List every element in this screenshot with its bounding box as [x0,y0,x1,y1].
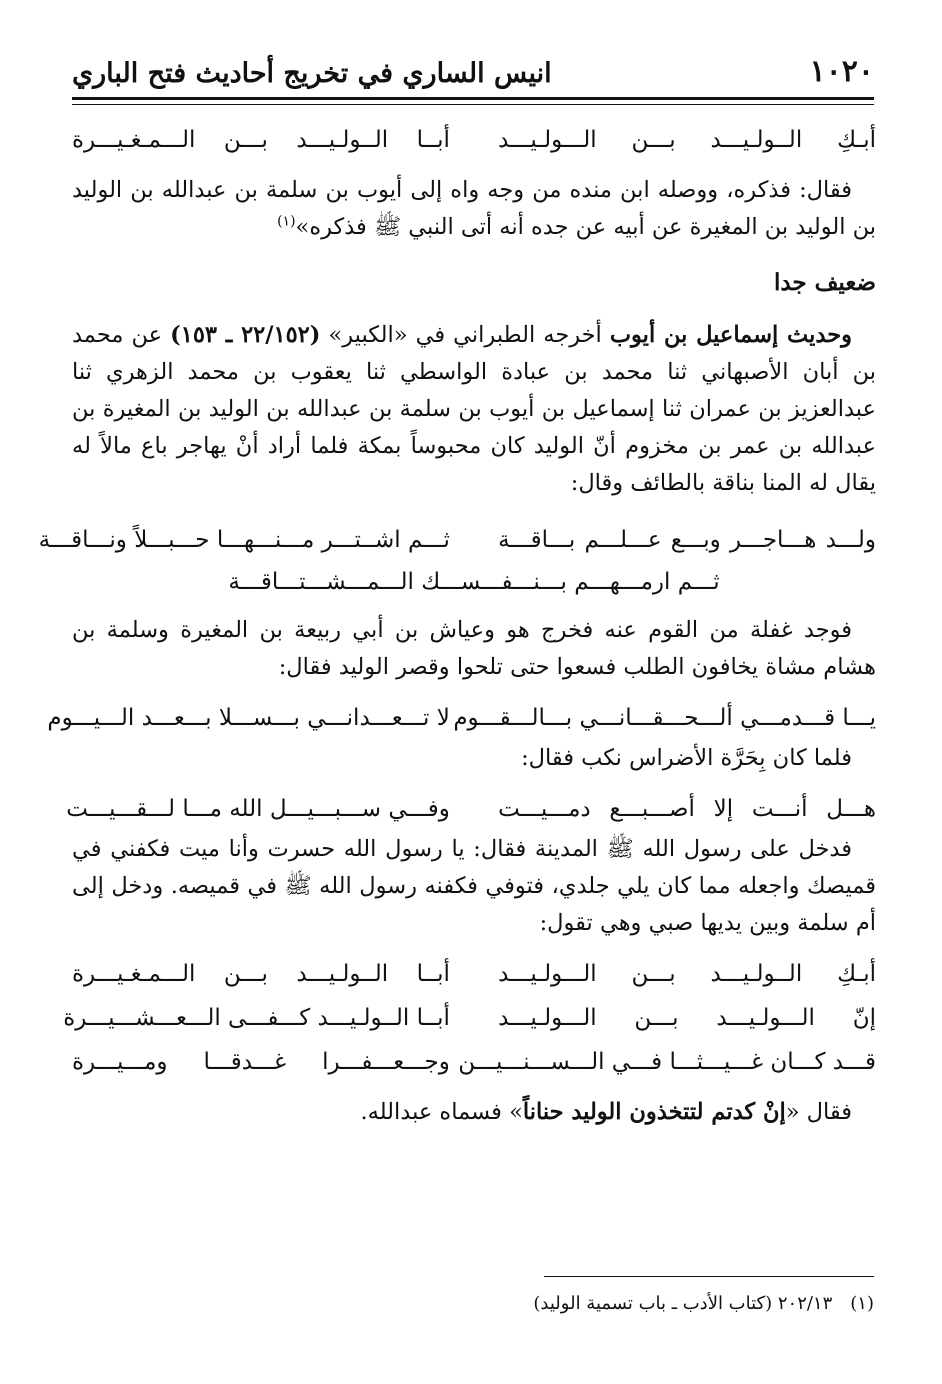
verse-hemistich-right: هـــل أنـــت إلا أصـــبـــع دمـــيـــت [498,796,876,822]
page-header [72,54,874,100]
verse-hemistich-left: لا تـــعـــدانـــي بـــســـلا بـــعـــد الـــيـــوم [47,705,450,731]
footnote-text: ٢٠٢/١٣ (كتاب الأدب ـ باب تسمية الوليد) [533,1293,833,1314]
verse-hemistich-right: أبـكِ الــولـيـــد بـــن الـــولـيـــد [498,127,876,153]
verse-hemistich-left: ثـــم اشــتـــر مـــنـــهـــا حـــبـــلاً ونـــاقـــة [38,527,450,553]
footnote-divider [544,1276,874,1277]
page-number: ١٠٢٠ [809,54,874,89]
verse-hemistich-right: يـــا قـــدمـــي ألـــحـــقـــانـــي بـــالـــقـــوم [453,705,876,731]
verse-hemistich-left: أبــا الــولـيـــد بـــن الـــمـغـيـــرة [72,127,450,153]
verse-single-line: ثـــم ارمـــهـــم بـــنـــفـــســـك الـــمـــشـــتـــاقـــة [228,569,720,595]
paragraph: فدخل على رسول الله ﷺ المدينة فقال: يا رسول الله حسرت وأنا ميت فكفني في قميصك واجعله مما كان يلي جلدي، فتوفي فكفنه رسول الله ﷺ في قميصه. ودخل إلى أم سلمة وبين يديها صبي وهي تقول: [72,836,876,936]
paragraph: فلما كان بِحَرَّة الأضراس نكب فقال: [521,745,852,771]
verse-hemistich-right: قـــد كـــان غـــيـــثـــا فـــي الـــســـنـــيـــن [458,1049,876,1075]
paragraph-text: فقال « [785,1099,852,1125]
paragraph-text: عن محمد بن أبان الأصبهاني ثنا محمد بن عبادة الواسطي ثنا يعقوب بن محمد الزهري ثنا عبدالعزيز بن عمران ثنا إسماعيل بن أيوب بن سلمة بن عبدالله بن الوليد بن المغيرة بن عبدالله بن عمر بن مخزوم أنّ الوليد كان محبوساً بمكة فلما أراد أنْ يهاجر باع مالاً له يقال له المنا بناقة بالطائف وقال: [72,322,876,496]
page-body [38,118,876,1131]
verse-line [38,518,876,562]
paragraph-text: » فسماه عبدالله. [360,1099,523,1125]
verse-line [72,1040,876,1084]
paragraph-text: أخرجه الطبراني في «الكبير» [320,322,610,348]
verse-hemistich-left: أبــا الــولـيـــد كـــفـــى الـــعـــشـــيـــرة [63,1005,450,1031]
verse-hemistich-right: أبـكِ الــولـيـــد بـــن الـــولـيـــد [498,961,876,987]
verse-hemistich-right: إنّ الـــولـيـــد بـــن الـــولـيـــد [498,1005,876,1031]
verse-line [72,952,876,996]
verse-line [63,996,876,1040]
verse-hemistich-right: ولـــد هـــاجـــر وبـــع عـــلـــم بـــاقـــة [498,527,876,553]
verse-hemistich-left: وفـــي ســـبـــيـــل الله مـــا لـــقـــيـــت [66,796,450,822]
paragraph [72,317,876,502]
verse-hemistich-left: وجـــعـــفـــرا غـــدقـــا ومـــيـــرة [72,1049,450,1075]
paragraph [72,1094,876,1131]
verse-line [72,118,876,162]
verse-hemistich-left: أبــا الــولـيـــد بـــن الـــمـغـيـــرة [72,961,450,987]
footnote-ref: (١) [277,213,296,230]
quoted-saying: إنْ كدتم لتتخذون الوليد حناناً [522,1099,786,1125]
hadith-grade: ضعيف جدا [773,269,876,296]
running-title: انيس الساري في تخريج أحاديث فتح الباري [72,58,552,89]
footnote [72,1290,874,1318]
verse-line [47,696,876,740]
paragraph: فوجد غفلة من القوم عنه فخرج هو وعياش بن أبي ربيعة بن المغيرة وسلمة بن هشام مشاة يخافون الطلب فسعوا حتى تلحوا وقصر الوليد فقال: [72,617,876,680]
hadith-lead: وحديث إسماعيل بن أيوب [609,322,852,348]
source-reference: (٢٢/١٥٢ ـ ١٥٣) [170,322,321,348]
verse-line [66,787,876,831]
paragraph-text: فقال: فذكره، ووصله ابن منده من وجه واه إلى أيوب بن سلمة بن عبدالله بن الوليد بن الوليد بن المغيرة عن أبيه عن جده أنه أتى النبي ﷺ فذكره» [72,177,876,240]
paragraph [72,172,876,246]
footnote-number: (١) [850,1293,874,1314]
